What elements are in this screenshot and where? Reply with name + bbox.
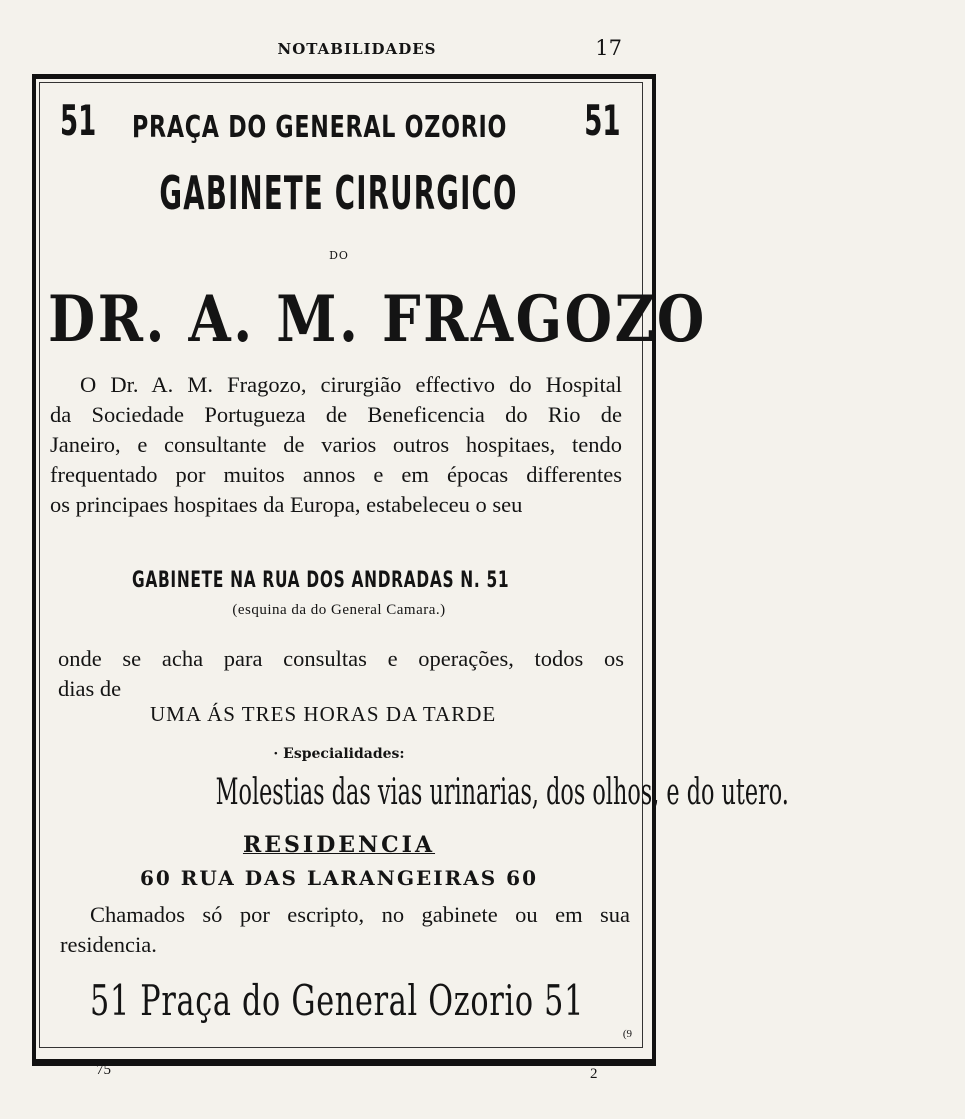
address-number-right: 51 — [583, 96, 620, 145]
paragraph-line: Chamados só por escripto, no gabinete ou em sua — [90, 902, 630, 927]
doctor-heading — [40, 282, 707, 357]
paragraph-line: onde se acha para consultas e operações, todos os — [58, 646, 624, 671]
clinic-name: GABINETE CIRURGICO — [159, 166, 519, 220]
paragraph-line: dias de — [58, 676, 122, 701]
clinic-address-heading — [40, 568, 638, 598]
bottom-address-heading — [40, 976, 638, 1026]
office-hours: UMA ÁS TRES HORAS DA TARDE — [150, 702, 497, 726]
specialties-list: Molestias das vias urinarias, dos olhos, e do utero. — [215, 772, 789, 813]
running-title: NOTABILIDADES — [277, 40, 437, 58]
signature-mark-left: 75 — [96, 1062, 111, 1078]
paragraph-line: residencia. — [60, 932, 157, 957]
paragraph-line: da Sociedade Portugueza de Beneficencia do Rio de — [50, 402, 622, 427]
clinic-heading — [40, 166, 638, 236]
preposition-do: DO — [329, 249, 349, 262]
specialties-label: · Especialidades: — [273, 746, 405, 762]
paragraph-line: O Dr. A. M. Fragozo, cirurgião effectivo do Hospital — [80, 372, 622, 397]
residence-address: 60 RUA DAS LARANGEIRAS 60 — [139, 866, 539, 890]
paragraph-line: os principaes hospitaes da Europa, estabeleceu o seu — [50, 492, 523, 517]
page-header — [0, 36, 714, 70]
address-number-left: 51 — [60, 96, 97, 145]
corner-note: (esquina da do General Camara.) — [232, 602, 446, 618]
intro-paragraph — [50, 370, 622, 520]
page-number: 17 — [595, 36, 622, 60]
paragraph-line: frequentado por muitos annos e em épocas differentes — [50, 462, 622, 487]
address-heading — [40, 96, 638, 152]
paragraph-line: Janeiro, e consultante de varios outros hospitaes, tendo — [50, 432, 622, 457]
residence-heading: RESIDENCIA — [242, 832, 436, 858]
advertisement — [40, 84, 789, 1044]
doctor-name: DR. A. M. FRAGOZO — [48, 282, 707, 357]
calls-paragraph — [60, 900, 630, 960]
specialties-heading — [40, 772, 789, 832]
signature-mark-right: 2 — [590, 1066, 598, 1082]
bottom-address: 51 Praça do General Ozorio 51 — [90, 976, 585, 1025]
address-title: PRAÇA DO GENERAL OZORIO — [132, 110, 508, 145]
hours-paragraph — [58, 644, 624, 704]
printer-mark: (9 — [622, 1028, 632, 1040]
clinic-address: GABINETE NA RUA DOS ANDRADAS N. 51 — [132, 568, 510, 593]
